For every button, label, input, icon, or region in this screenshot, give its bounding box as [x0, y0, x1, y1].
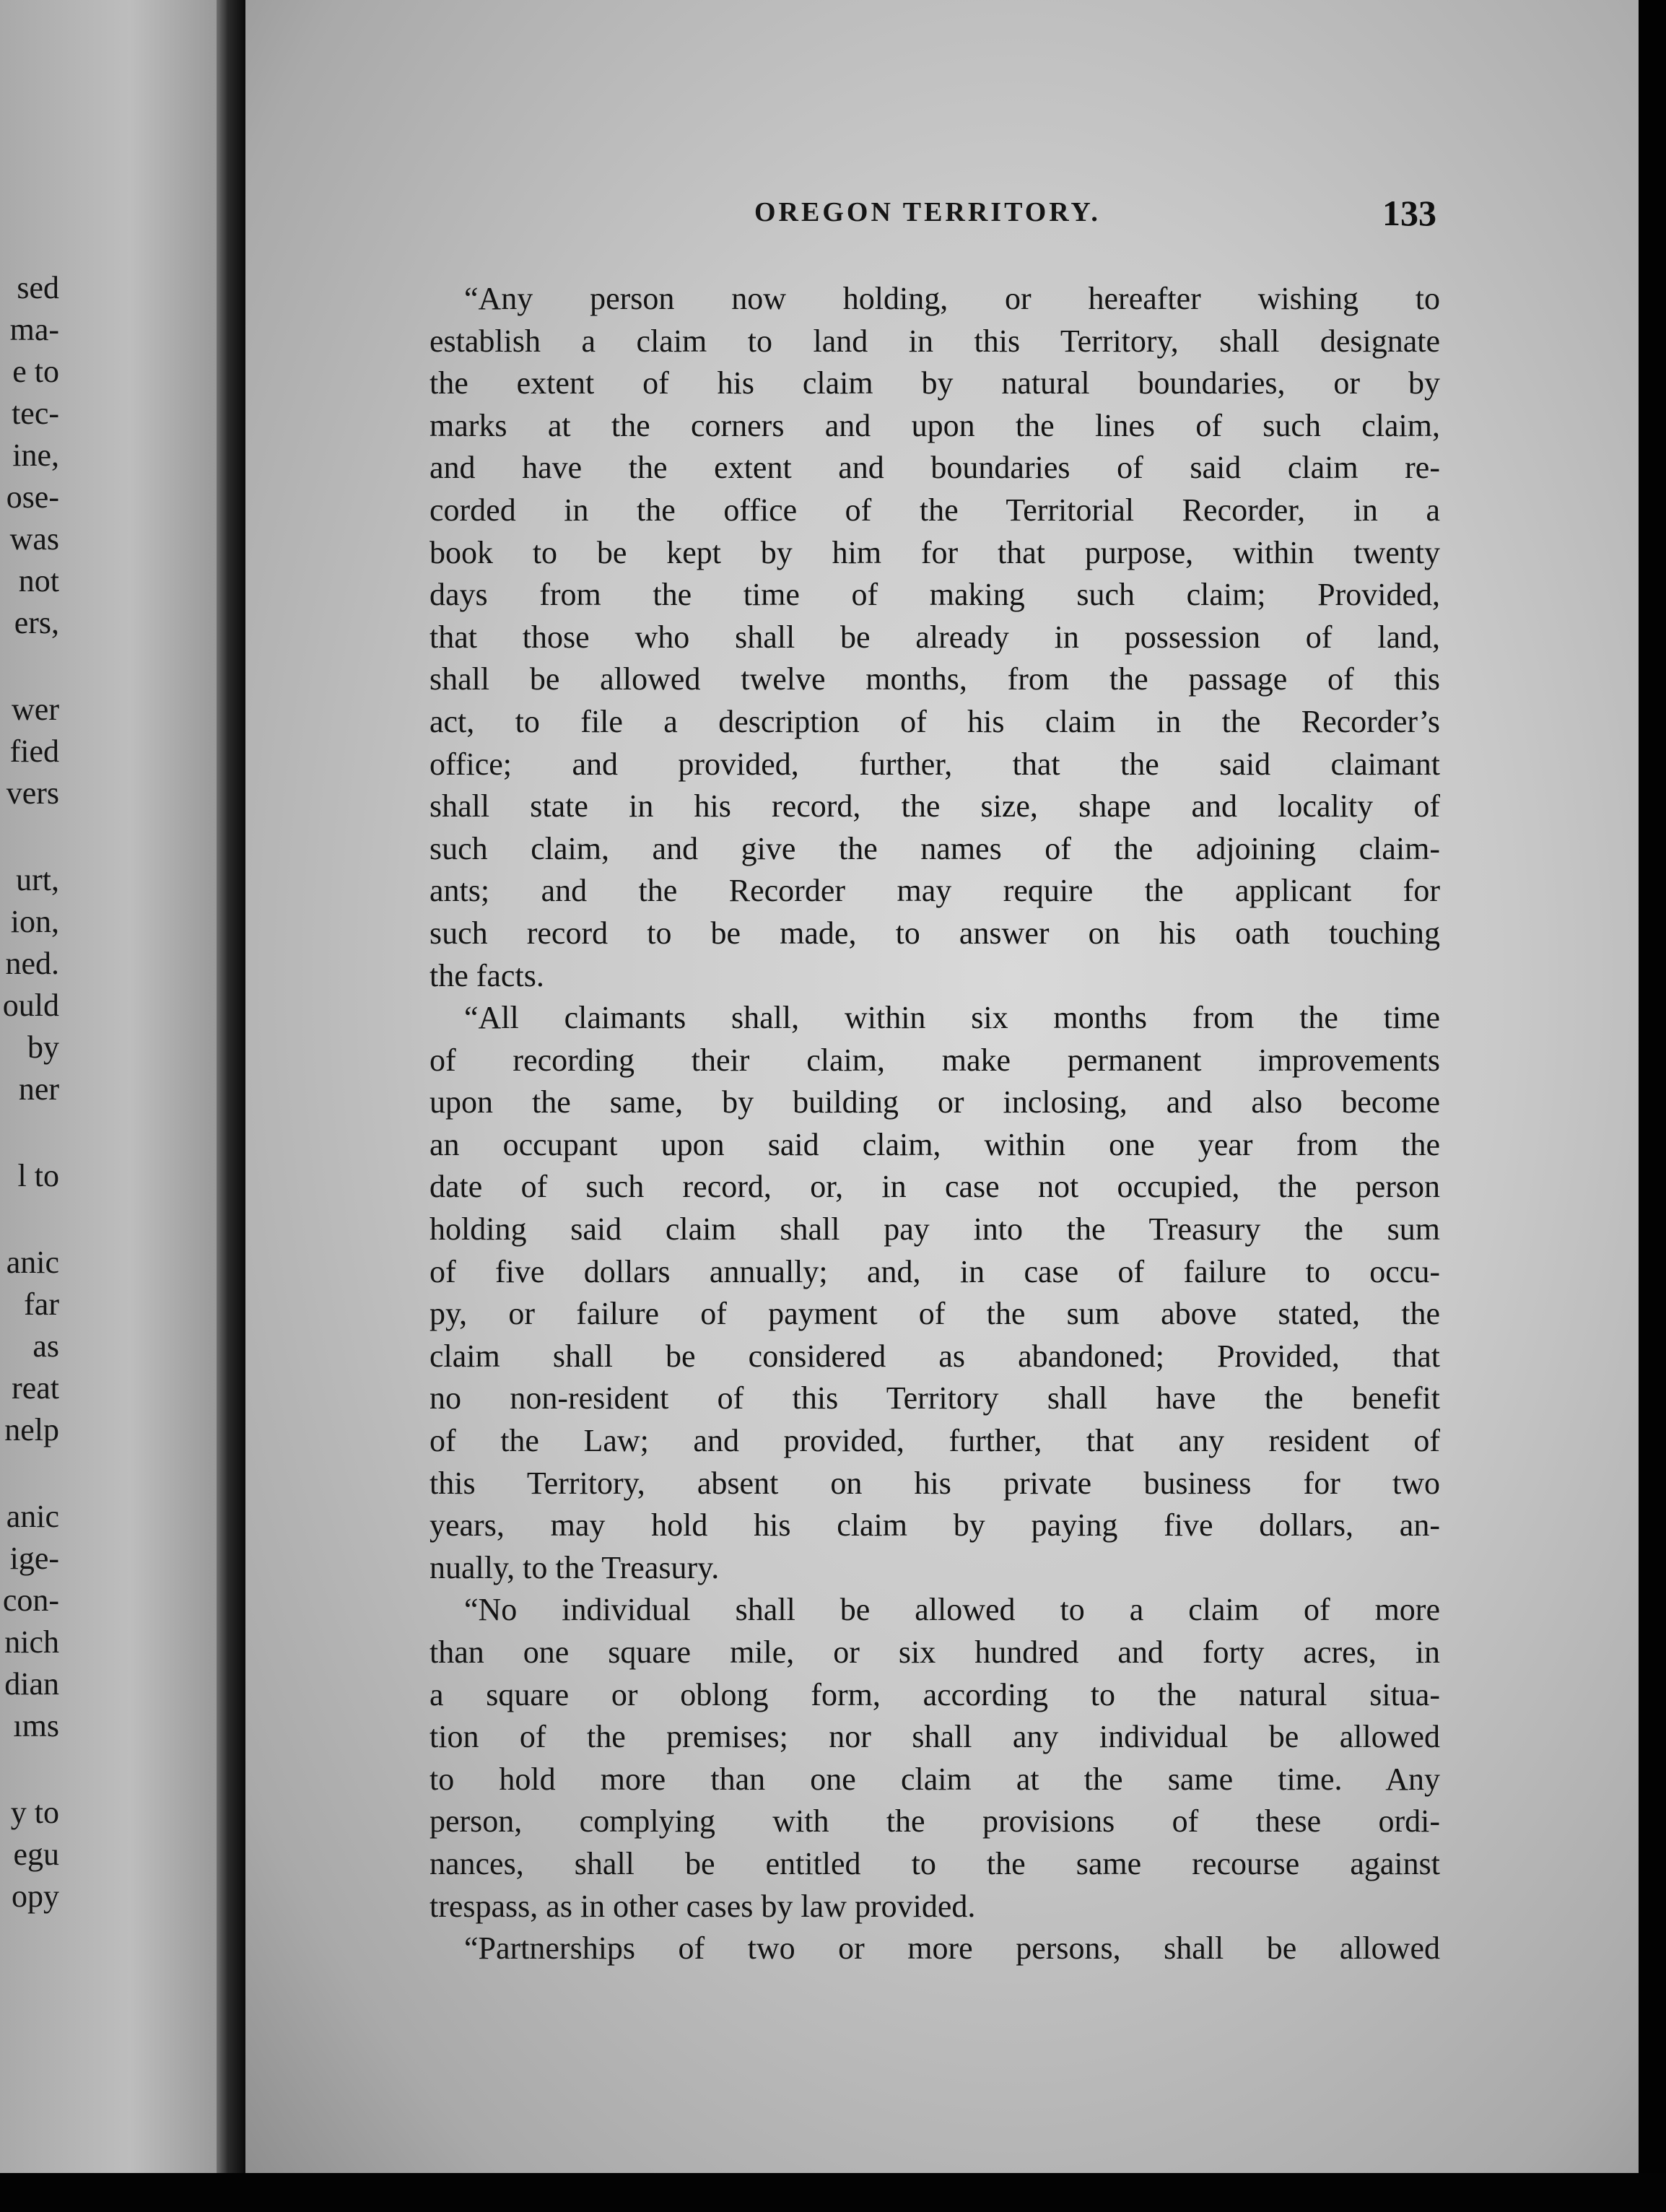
text-line: shall be allowed twelve months, from the passage of this — [429, 661, 1440, 697]
text-line: claim shall be considered as abandoned; Provided, that — [429, 1338, 1440, 1374]
line-gap — [0, 1747, 72, 1792]
text-line: “Any person now holding, or hereafter wishing to — [464, 281, 1440, 316]
paragraph — [429, 1928, 1440, 1970]
page-number: 133 — [1382, 193, 1436, 233]
body-text — [429, 278, 1440, 2011]
text-line: act, to file a description of his claim in the Recorder’s — [429, 703, 1440, 739]
left-page-line-fragment: ould — [2, 988, 59, 1023]
text-line: to hold more than one claim at the same time. Any — [429, 1761, 1440, 1797]
left-page-line-fragment: ma- — [9, 312, 59, 347]
text-line: a square or oblong form, according to the natural situa- — [429, 1676, 1440, 1712]
text-line: shall state in his record, the size, shape and locality of — [429, 788, 1440, 824]
text-line: date of such record, or, in case not occupied, the person — [429, 1169, 1440, 1205]
text-line: “Partnerships of two or more persons, shall be allowed — [464, 1930, 1440, 1967]
text-line: the extent of his claim by natural boundaries, or by — [429, 365, 1440, 401]
text-line: establish a claim to land in this Territory, shall designate — [429, 323, 1440, 359]
text-line: office; and provided, further, that the said claimant — [429, 746, 1440, 782]
left-page-line-fragment: dian — [4, 1666, 59, 1702]
text-line: trespass, as in other cases by law provided. — [429, 1888, 976, 1924]
page-edge-right — [1639, 0, 1666, 2212]
text-line: py, or failure of payment of the sum above stated, the — [429, 1296, 1440, 1332]
left-page-line-fragment: wer — [12, 692, 59, 727]
running-title: OREGON TERRITORY. — [754, 197, 1101, 227]
left-page-line-fragment: reat — [12, 1370, 59, 1406]
text-line: “No individual shall be allowed to a claim of more — [464, 1592, 1440, 1628]
text-line: ants; and the Recorder may require the applicant for — [429, 873, 1440, 909]
left-page-line-fragment: fied — [9, 733, 59, 769]
running-head — [426, 193, 1436, 240]
previous-page-line-endings — [0, 267, 72, 1917]
text-line: an occupant upon said claim, within one year from the — [429, 1126, 1440, 1162]
text-line: person, complying with the provisions of these ordi- — [429, 1803, 1440, 1839]
line-gap — [0, 1451, 72, 1496]
text-line: this Territory, absent on his private business for two — [429, 1465, 1440, 1501]
left-page-line-fragment: far — [24, 1286, 59, 1322]
left-page-line-fragment: ion, — [10, 904, 59, 939]
left-page-line-fragment: ine, — [12, 437, 59, 473]
left-page-line-fragment: vers — [6, 775, 59, 811]
text-line: book to be kept by him for that purpose, within twenty — [429, 534, 1440, 570]
left-page-line-fragment: y to — [10, 1795, 59, 1830]
previous-page-fragment — [0, 0, 217, 2180]
paragraph — [429, 997, 1440, 1589]
text-line: than one square mile, or six hundred and forty acres, in — [429, 1634, 1440, 1670]
left-page-line-fragment: anic — [6, 1499, 59, 1534]
left-page-line-fragment: ner — [18, 1071, 59, 1107]
text-line: upon the same, by building or inclosing, and also become — [429, 1084, 1440, 1120]
left-page-line-fragment: sed — [17, 270, 59, 305]
left-page-line-fragment: egu — [13, 1837, 59, 1872]
left-page-line-fragment: not — [18, 563, 59, 598]
text-line: the facts. — [429, 957, 544, 993]
line-gap — [0, 814, 72, 859]
left-page-line-fragment: nich — [4, 1624, 59, 1660]
text-line: of the Law; and provided, further, that any resident of — [429, 1423, 1440, 1459]
left-page-line-fragment: urt, — [16, 862, 59, 897]
line-gap — [0, 1110, 72, 1155]
text-line: years, may hold his claim by paying five dollars, an- — [429, 1507, 1440, 1543]
left-page-line-fragment: by — [27, 1029, 59, 1065]
left-page-line-fragment: ıms — [13, 1708, 59, 1743]
text-line: that those who shall be already in possession of land, — [429, 619, 1440, 655]
left-page-line-fragment: as — [32, 1328, 59, 1364]
line-gap — [0, 1197, 72, 1242]
text-line: corded in the office of the Territorial Recorder, in a — [429, 492, 1440, 528]
text-line: nances, shall be entitled to the same recourse against — [429, 1845, 1440, 1881]
left-page-line-fragment: anic — [6, 1245, 59, 1280]
left-page-line-fragment: ige- — [9, 1541, 59, 1576]
left-page-line-fragment: ned. — [5, 946, 59, 981]
paragraph — [429, 278, 1440, 997]
left-page-line-fragment: opy — [12, 1878, 59, 1914]
text-line: nually, to the Treasury. — [429, 1549, 720, 1585]
text-line: days from the time of making such claim; Provided, — [429, 577, 1440, 613]
left-page-line-fragment: tec- — [12, 396, 59, 431]
text-line: of five dollars annually; and, in case of failure to occu- — [429, 1253, 1440, 1289]
text-line: no non-resident of this Territory shall have the benefit — [429, 1380, 1440, 1416]
text-line: and have the extent and boundaries of said claim re- — [429, 450, 1440, 486]
text-line: tion of the premises; nor shall any individual be allowed — [429, 1719, 1440, 1755]
page-edge-bottom — [0, 2173, 1666, 2212]
left-page-line-fragment: con- — [2, 1582, 59, 1618]
left-page-line-fragment: e to — [12, 354, 59, 389]
text-line: holding said claim shall pay into the Treasury the sum — [429, 1211, 1440, 1247]
line-gap — [0, 644, 72, 689]
left-page-line-fragment: nelp — [4, 1412, 59, 1447]
left-page-line-fragment: ose- — [6, 479, 59, 515]
left-page-line-fragment: l to — [17, 1158, 59, 1193]
text-line: “All claimants shall, within six months from the time — [464, 1000, 1440, 1036]
left-page-line-fragment: ers, — [14, 605, 59, 640]
paragraph — [429, 1589, 1440, 1928]
text-line: of recording their claim, make permanent improvements — [429, 1042, 1440, 1078]
text-line: such claim, and give the names of the adjoining claim- — [429, 830, 1440, 866]
text-line: marks at the corners and upon the lines of such claim, — [429, 407, 1440, 443]
text-line: such record to be made, to answer on his oath touching — [429, 915, 1440, 951]
left-page-line-fragment: was — [9, 521, 59, 557]
book-gutter — [217, 0, 245, 2212]
